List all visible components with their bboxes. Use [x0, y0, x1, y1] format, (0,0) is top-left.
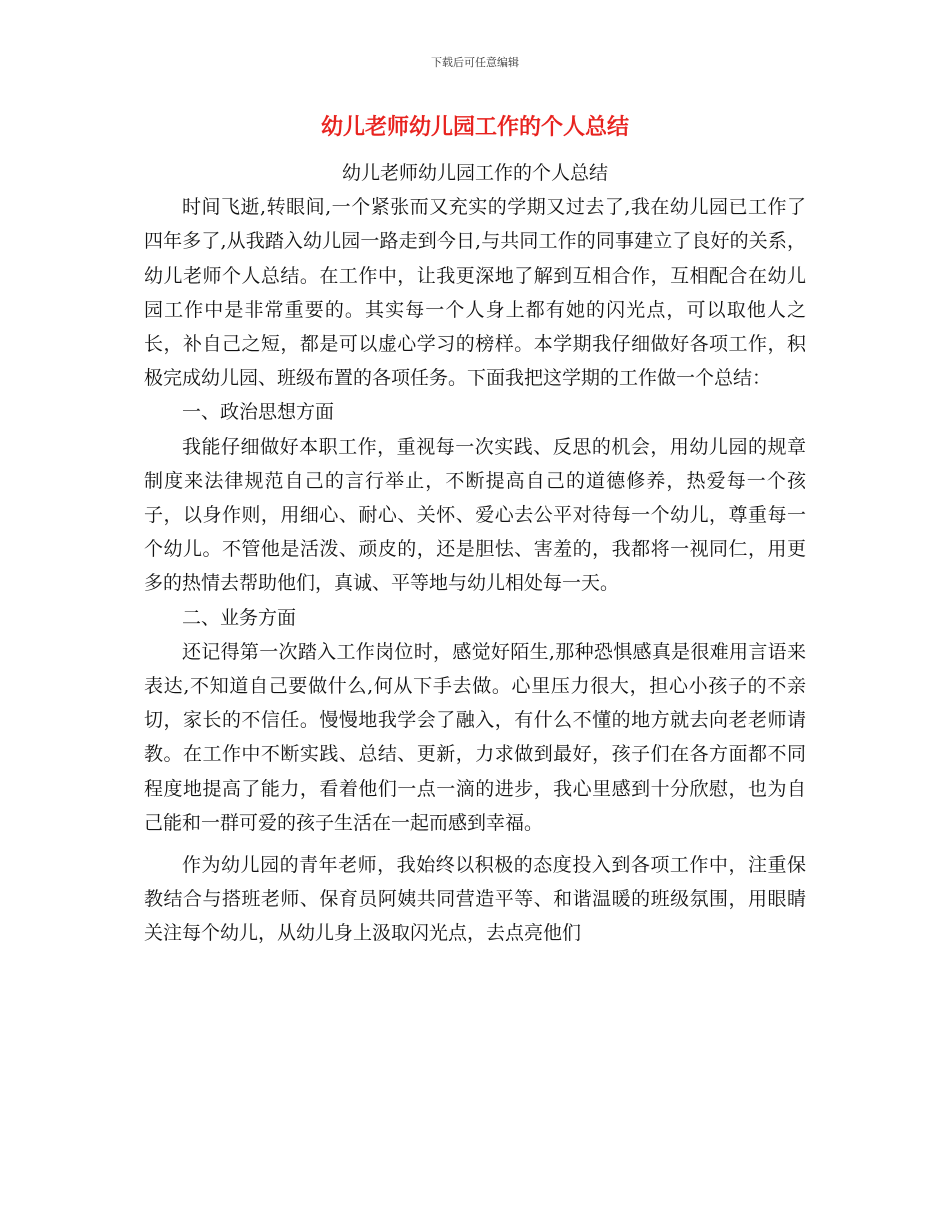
- paragraph-politics: 我能仔细做好本职工作，重视每一次实践、反思的机会，用幼儿园的规章制度来法律规范自己的言行举止，不断提高自己的道德修养，热爱每一个孩子，以身作则，用细心、耐心、关怀、爱心去公平对待每一个幼儿，尊重每一个幼儿。不管他是活泼、顽皮的，还是胆怯、害羞的，我都将一视同仁，用更多的热情去帮助他们，真诚、平等地与幼儿相处每一天。: [144, 435, 806, 595]
- section-heading-business: 二、业务方面: [182, 606, 297, 629]
- paragraph-intro: 时间飞逝,转眼间,一个紧张而又充实的学期又过去了,我在幼儿园已工作了四年多了,从我踏入幼儿园一路走到今日,与共同工作的同事建立了良好的关系，幼儿老师个人总结。在工作中，让我更深地了解到互相合作，互相配合在幼儿园工作中是非常重要的。其实每一个人身上都有她的闪光点，可以取他人之长，补自己之短，都是可以虚心学习的榜样。本学期我仔细做好各项工作，积极完成幼儿园、班级布置的各项任务。下面我把这学期的工作做一个总结：: [144, 196, 806, 390]
- document-body: [144, 156, 806, 951]
- paragraph-business: 还记得第一次踏入工作岗位时，感觉好陌生,那种恐惧感真是很难用言语来表达,不知道自己要做什么,何从下手去做。心里压力很大，担心小孩子的不亲切，家长的不信任。慢慢地我学会了融入，有什么不懂的地方就去向老老师请教。在工作中不断实践、总结、更新，力求做到最好，孩子们在各方面都不同程度地提高了能力，看着他们一点一滴的进步，我心里感到十分欣慰，也为自己能和一群可爱的孩子生活在一起而感到幸福。: [144, 640, 806, 834]
- header-note: 下载后可任意编辑: [431, 56, 519, 69]
- paragraph-teacher-role: 作为幼儿园的青年老师，我始终以积极的态度投入到各项工作中，注重保教结合与搭班老师、保育员阿姨共同营造平等、和谐温暖的班级氛围，用眼睛关注每个幼儿，从幼儿身上汲取闪光点，去点亮他们: [144, 854, 806, 945]
- document-subtitle: 幼儿老师幼儿园工作的个人总结: [341, 162, 608, 184]
- section-heading-politics: 一、政治思想方面: [182, 401, 335, 424]
- page-title: 幼儿老师幼儿园工作的个人总结: [320, 115, 629, 140]
